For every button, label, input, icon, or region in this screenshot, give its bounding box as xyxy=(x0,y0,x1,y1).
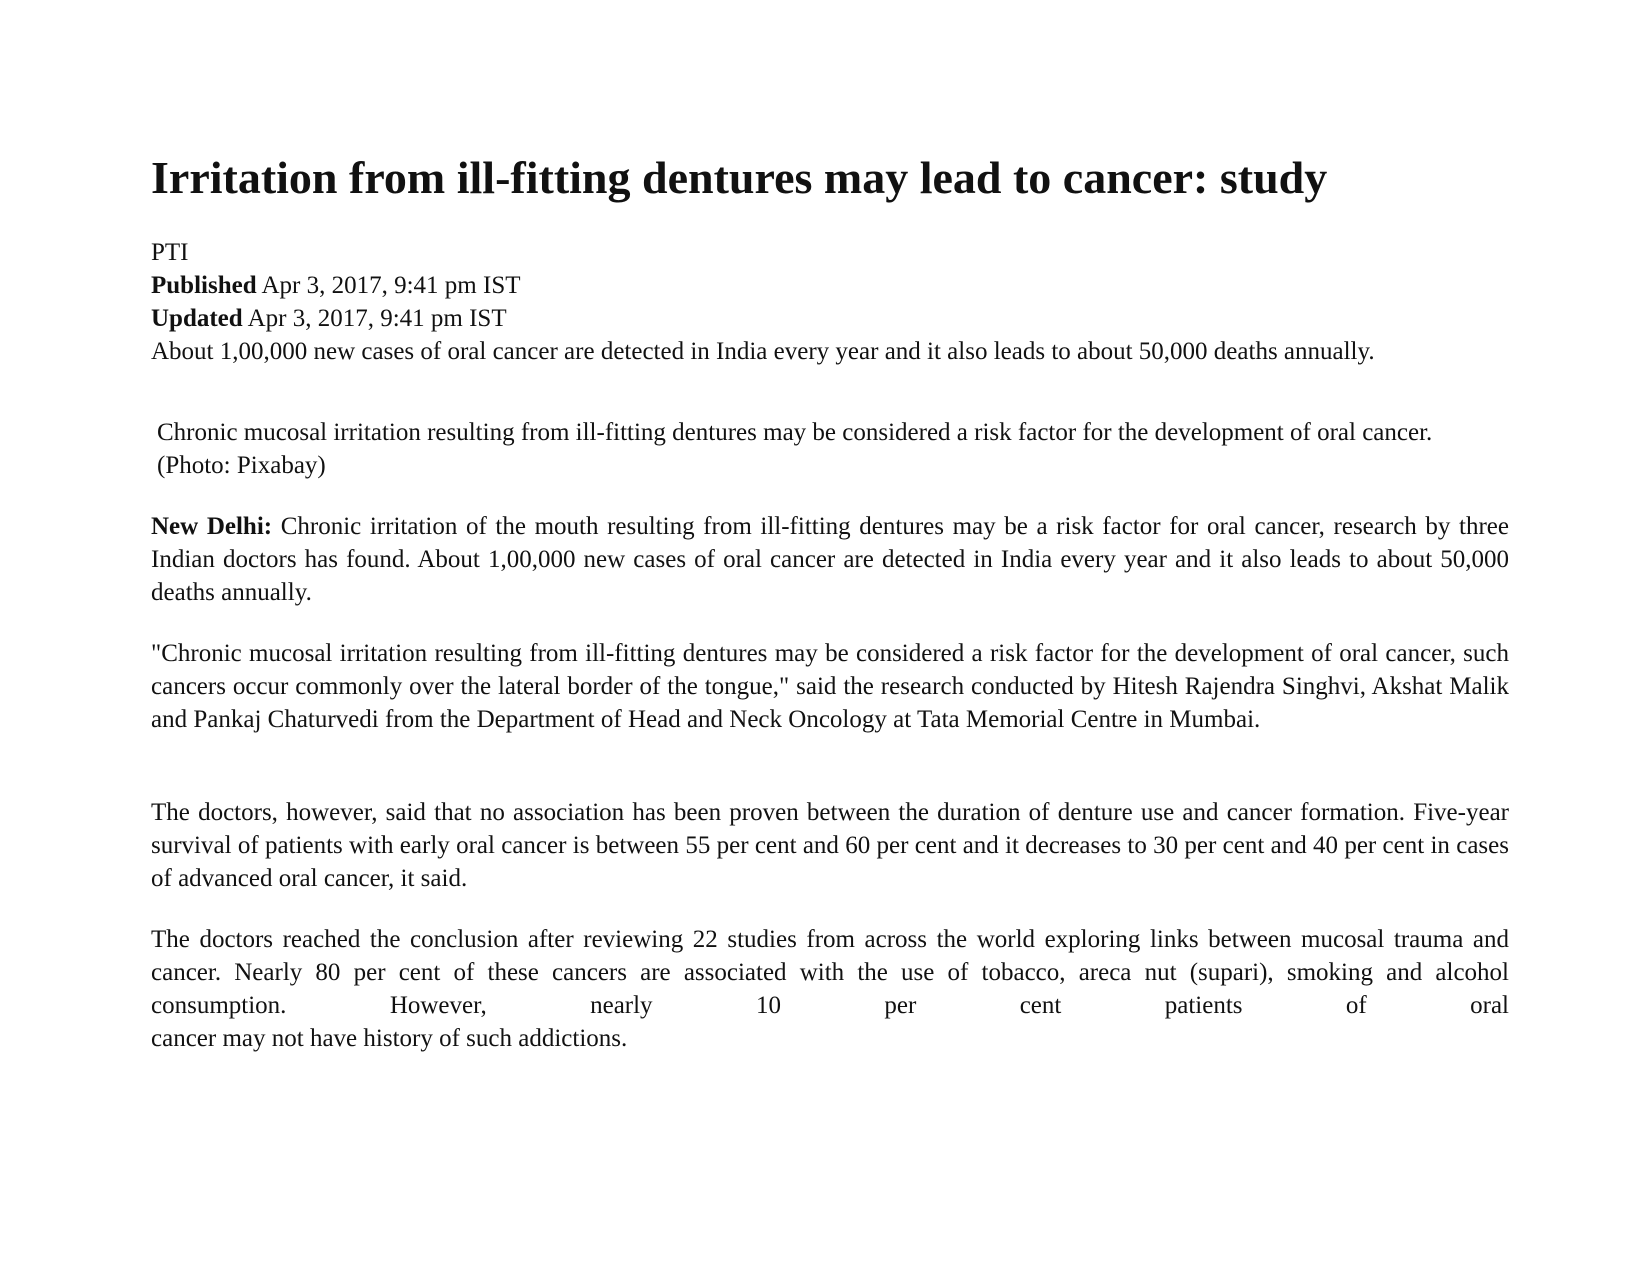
updated-date: Apr 3, 2017, 9:41 pm IST xyxy=(247,305,507,332)
published-line xyxy=(151,269,1509,302)
paragraph-4 xyxy=(151,923,1509,1055)
dateline: New Delhi: xyxy=(151,513,273,540)
article xyxy=(151,150,1509,1055)
paragraph-2: "Chronic mucosal irritation resulting from ill-fitting dentures may be considered a risk factor for the development of oral cancer, such cancers occur commonly over the lateral border of the tongue," said the research conducted by Hitesh Rajendra Singhvi, Akshat Malik and Pankaj Chaturvedi from the Department of Head and Neck Oncology at Tata Memorial Centre in Mumbai. xyxy=(151,640,1509,733)
published-date: Apr 3, 2017, 9:41 pm IST xyxy=(261,272,521,299)
published-label: Published xyxy=(151,272,257,299)
article-headline: Irritation from ill-fitting dentures may lead to cancer: study xyxy=(151,152,1328,203)
paragraph-1-text: Chronic irritation of the mouth resulting from ill-fitting dentures may be a risk factor for oral cancer, research by three Indian doctors has found. About 1,00,000 new cases of oral cancer are detected in India every year and it also leads to about 50,000 deaths annually. xyxy=(151,513,1509,606)
paragraph-4-ending: cancer may not have history of such addictions. xyxy=(151,1025,628,1052)
paragraph-4-text: The doctors reached the conclusion after reviewing 22 studies from across the world exploring links between mucosal trauma and cancer. Nearly 80 per cent of these cancers are associated with the use of tobacco, areca nut (supari), smoking and alcohol consumption. However, nearly 10 per cent patients of oral xyxy=(151,926,1509,1019)
updated-label: Updated xyxy=(151,305,243,332)
article-summary: About 1,00,000 new cases of oral cancer are detected in India every year and it also leads to about 50,000 deaths annually. xyxy=(151,338,1375,365)
updated-line xyxy=(151,302,1509,335)
photo-caption: Chronic mucosal irritation resulting from ill-fitting dentures may be considered a risk factor for the development of oral cancer. (Photo: Pixabay) xyxy=(157,419,1433,479)
article-source: PTI xyxy=(151,239,189,266)
article-meta xyxy=(151,236,1509,368)
paragraph-1 xyxy=(151,510,1509,609)
paragraph-3: The doctors, however, said that no association has been proven between the duration of denture use and cancer formation. Five-year survival of patients with early oral cancer is between 55 per cent and 60 per cent and it decreases to 30 per cent and 40 per cent in cases of advanced oral cancer, it said. xyxy=(151,799,1509,892)
